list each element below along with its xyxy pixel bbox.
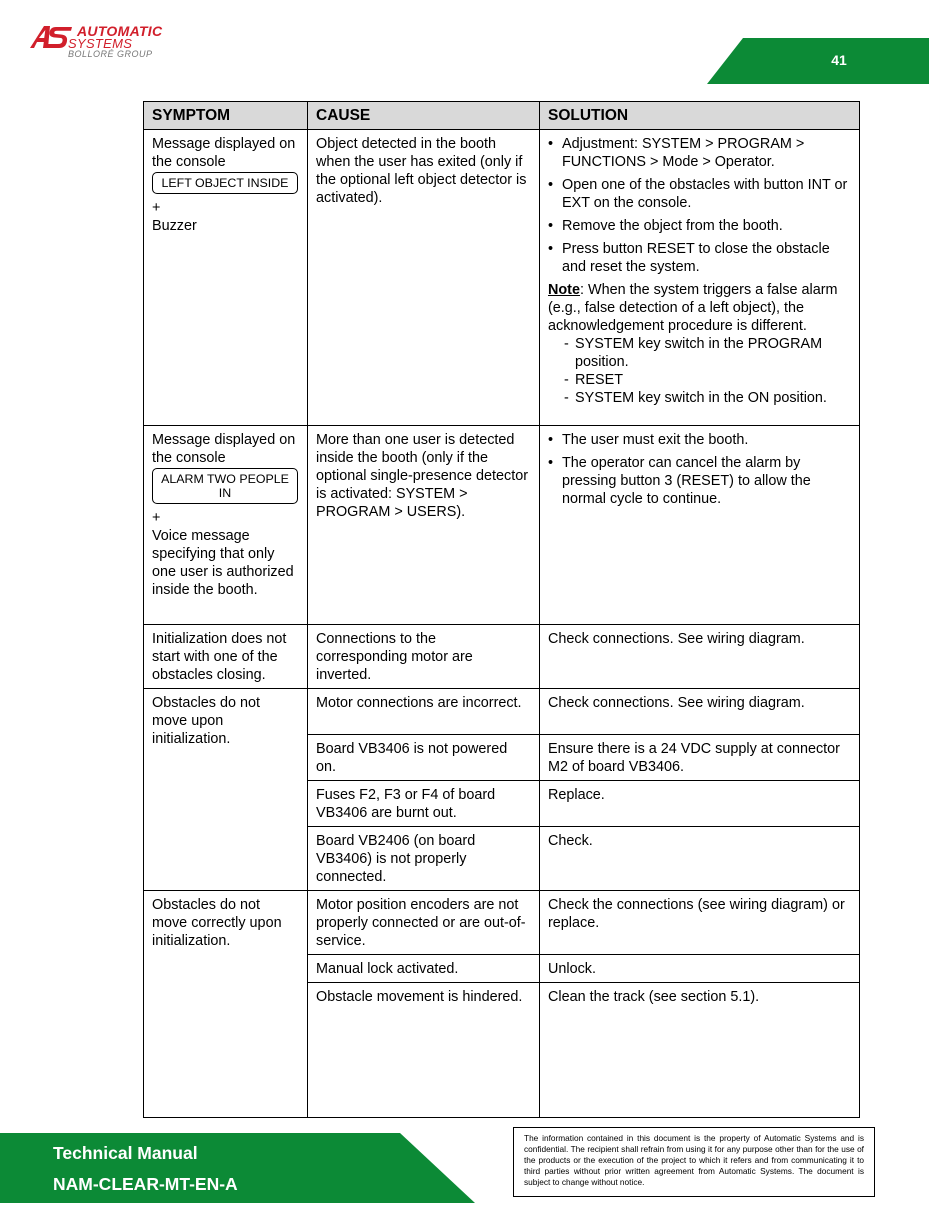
brand-name-line1: AUTOMATIC xyxy=(77,23,163,39)
troubleshooting-table xyxy=(143,101,860,1118)
table-row xyxy=(144,426,860,625)
cause-cell: Manual lock activated. xyxy=(308,955,540,983)
symptom-cell: Obstacles do not move correctly upon initialization. xyxy=(144,891,308,1118)
note-label: Note xyxy=(548,282,580,298)
symptom-text: Message displayed on the console xyxy=(152,432,296,466)
list-item: • Adjustment: SYSTEM > PROGRAM > FUNCTIONS > Mode > Operator. xyxy=(548,135,851,171)
note-text: : When the system triggers a false alarm (e.g., false detection of a left object), the acknowledgement procedure is different. xyxy=(548,282,838,334)
symptom-cell xyxy=(144,130,308,426)
solution-cell xyxy=(540,426,860,625)
symptom-extra: Voice message specifying that only one user is authorized inside the booth. xyxy=(152,528,294,598)
cause-cell: Obstacle movement is hindered. xyxy=(308,983,540,1118)
plus-sign: + xyxy=(152,200,161,216)
page-number: 41 xyxy=(831,52,847,68)
symptom-cell: Initialization does not start with one of the obstacles closing. xyxy=(144,625,308,689)
list-item: - SYSTEM key switch in the ON position. xyxy=(564,389,851,407)
list-item: - SYSTEM key switch in the PROGRAM position. xyxy=(564,335,851,371)
symptom-cell: Obstacles do not move upon initialization. xyxy=(144,689,308,891)
table-header-row xyxy=(144,102,860,130)
cause-cell: Board VB2406 (on board VB3406) is not properly connected. xyxy=(308,827,540,891)
list-item: • Open one of the obstacles with button INT or EXT on the console. xyxy=(548,176,851,212)
console-message-box: LEFT OBJECT INSIDE xyxy=(152,172,298,194)
solution-cell: Clean the track (see section 5.1). xyxy=(540,983,860,1118)
symptom-text: Message displayed on the console xyxy=(152,136,296,170)
list-item: • Press button RESET to close the obstacle and reset the system. xyxy=(548,240,851,276)
list-item: • The user must exit the booth. xyxy=(548,431,851,449)
symptom-extra: Buzzer xyxy=(152,218,197,234)
footer-document-title: Technical Manual xyxy=(53,1143,198,1163)
cause-cell: Motor position encoders are not properly connected or are out-of-service. xyxy=(308,891,540,955)
note-steps xyxy=(564,335,851,407)
solution-cell: Check the connections (see wiring diagram) or replace. xyxy=(540,891,860,955)
footer-band xyxy=(0,1133,475,1203)
cause-cell: More than one user is detected inside the booth (only if the optional single-presence detector is activated: SYSTEM > PROGRAM > USERS). xyxy=(308,426,540,625)
header-symptom: SYMPTOM xyxy=(144,102,308,130)
solution-cell: Replace. xyxy=(540,781,860,827)
footer-document-code: NAM-CLEAR-MT-EN-A xyxy=(53,1174,238,1194)
solution-cell xyxy=(540,130,860,426)
list-item: • The operator can cancel the alarm by pressing button 3 (RESET) to allow the normal cycle to continue. xyxy=(548,454,851,508)
company-logo xyxy=(28,22,198,62)
solution-cell: Check connections. See wiring diagram. xyxy=(540,625,860,689)
table-row xyxy=(144,625,860,689)
header-cause: CAUSE xyxy=(308,102,540,130)
header-solution: SOLUTION xyxy=(540,102,860,130)
solution-cell: Unlock. xyxy=(540,955,860,983)
list-item: - RESET xyxy=(564,371,851,389)
list-item: • Remove the object from the booth. xyxy=(548,217,851,235)
table-row xyxy=(144,891,860,955)
page-number-tab xyxy=(707,38,929,84)
brand-group: BOLLORÉ GROUP xyxy=(68,49,153,59)
solution-cell: Ensure there is a 24 VDC supply at connector M2 of board VB3406. xyxy=(540,735,860,781)
cause-cell: Motor connections are incorrect. xyxy=(308,689,540,735)
solution-list xyxy=(548,431,851,508)
brand-name-line2: SYSTEMS xyxy=(68,36,133,51)
table-row xyxy=(144,130,860,426)
cause-cell: Board VB3406 is not powered on. xyxy=(308,735,540,781)
solution-cell: Check. xyxy=(540,827,860,891)
table-row xyxy=(144,689,860,735)
cause-cell: Connections to the corresponding motor are inverted. xyxy=(308,625,540,689)
plus-sign: + xyxy=(152,510,161,526)
cause-cell: Fuses F2, F3 or F4 of board VB3406 are burnt out. xyxy=(308,781,540,827)
solution-list xyxy=(548,135,851,276)
confidentiality-disclaimer: The information contained in this document is the property of Automatic Systems and is confidential. The recipient shall refrain from using it for any purpose other than for the use of the products or the execution of the project to which it refers and from communicating it to third parties without prior written agreement from Automatic Systems. The document is subject to change without notice. xyxy=(513,1127,875,1197)
cause-cell: Object detected in the booth when the user has exited (only if the optional left object detector is activated). xyxy=(308,130,540,426)
note xyxy=(548,281,851,335)
console-message-box: ALARM TWO PEOPLE IN xyxy=(152,468,298,504)
symptom-cell xyxy=(144,426,308,625)
solution-cell: Check connections. See wiring diagram. xyxy=(540,689,860,735)
